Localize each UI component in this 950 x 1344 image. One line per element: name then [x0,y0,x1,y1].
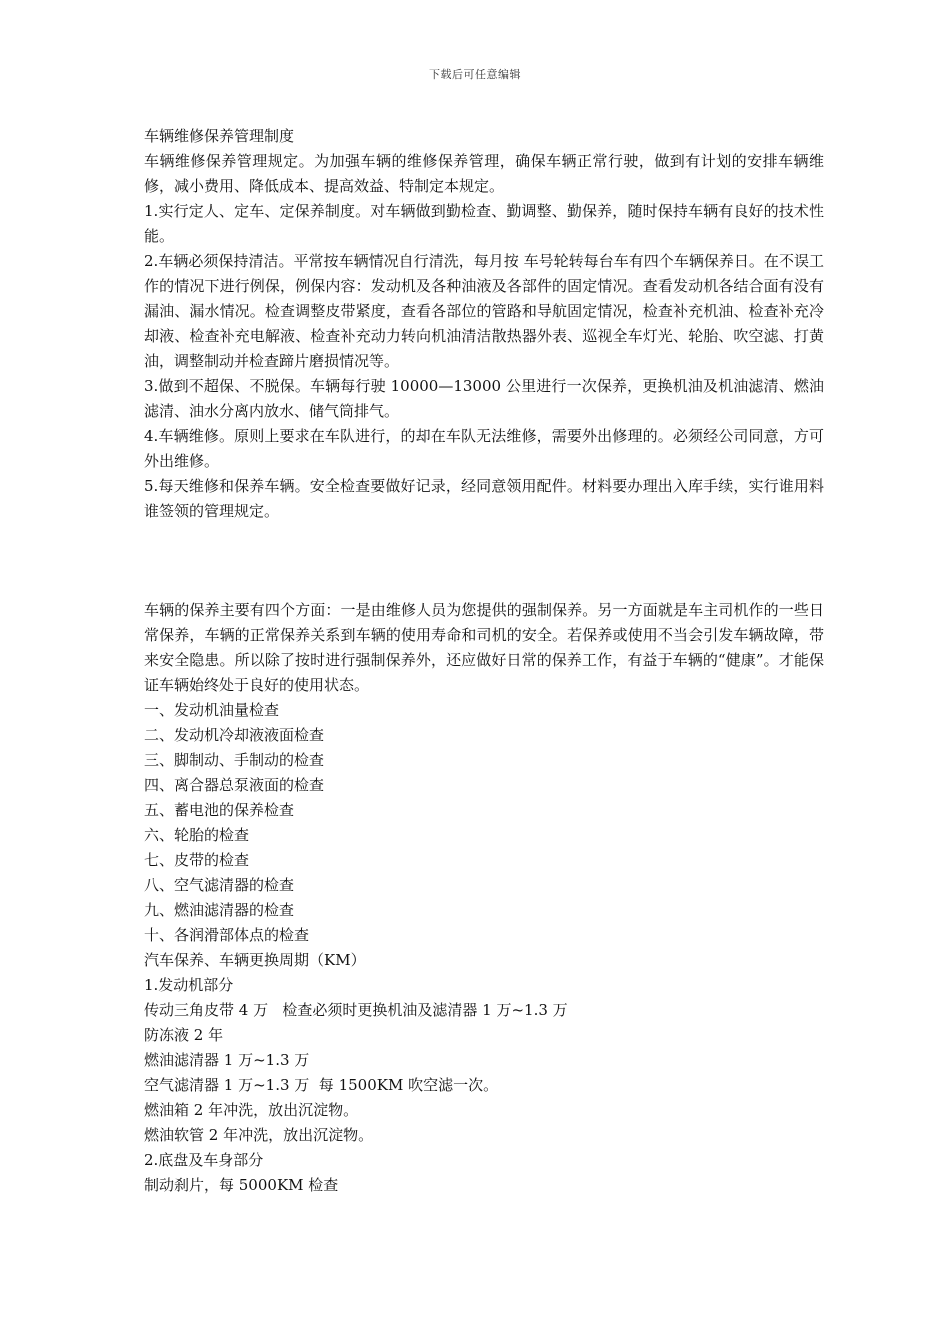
list-item: 一、发动机油量检查 [144,701,280,719]
paragraph: 车辆维修保养管理规定。为加强车辆的维修保养管理，确保车辆正常行驶，做到有计划的安排车辆维修，减小费用、降低成本、提高效益、特制定本规定。 [144,152,824,195]
subheading: 汽车保养、车辆更换周期（KM） [144,951,366,969]
list-item: 五、蓄电池的保养检查 [144,801,295,819]
list-item: 空气滤清器 1 万~1.3 万 每 1500KM 吹空滤一次。 [144,1076,499,1094]
paragraph: 5.每天维修和保养车辆。安全检查要做好记录，经同意领用配件。材料要办理出入库手续，实行谁用料谁签领的管理规定。 [144,477,824,520]
list-item: 制动刹片，每 5000KM 检查 [144,1176,339,1194]
list-item: 八、空气滤清器的检查 [144,876,295,894]
paragraph: 3.做到不超保、不脱保。车辆每行驶 10000—13000 公里进行一次保养，更换机油及机油滤清、燃油滤清、油水分离内放水、储气筒排气。 [144,377,824,420]
page-header: 下载后可任意编辑 [429,68,521,81]
list-item: 燃油箱 2 年冲洗，放出沉淀物。 [144,1101,359,1119]
subheading: 1.发动机部分 [144,976,234,994]
list-item: 十、各润滑部体点的检查 [144,926,310,944]
document-title: 车辆维修保养管理制度 [144,127,295,145]
list-item: 四、离合器总泵液面的检查 [144,776,325,794]
paragraph: 1.实行定人、定车、定保养制度。对车辆做到勤检查、勤调整、勤保养，随时保持车辆有良好的技术性能。 [144,202,824,245]
list-item: 传动三角皮带 4 万 检查必须时更换机油及滤清器 1 万~1.3 万 [144,1001,568,1019]
document-body [144,124,824,1198]
subheading: 2.底盘及车身部分 [144,1151,264,1169]
list-item: 防冻液 2 年 [144,1026,224,1044]
section-spacer [144,524,824,598]
list-item: 九、燃油滤清器的检查 [144,901,295,919]
intro-paragraph: 车辆的保养主要有四个方面：一是由维修人员为您提供的强制保养。另一方面就是车主司机作的一些日常保养，车辆的正常保养关系到车辆的使用寿命和司机的安全。若保养或使用不当会引发车辆故障，带来安全隐患。所以除了按时进行强制保养外，还应做好日常的保养工作，有益于车辆的“健康”。才能保证车辆始终处于良好的使用状态。 [144,601,824,694]
paragraph: 2.车辆必须保持清洁。平常按车辆情况自行清洗，每月按 车号轮转每台车有四个车辆保养日。在不误工作的情况下进行例保，例保内容：发动机及各种油液及各部件的固定情况。查看发动机各结合面有没有漏油、漏水情况。检查调整皮带紧度，查看各部位的管路和导航固定情况，检查补充机油、检查补充冷却液、检查补充电解液、检查补充动力转向机油清洁散热器外表、巡视全车灯光、轮胎、吹空滤、打黄油，调整制动并检查蹄片磨损情况等。 [144,252,824,370]
list-item: 六、轮胎的检查 [144,826,250,844]
paragraph: 4.车辆维修。原则上要求在车队进行，的却在车队无法维修，需要外出修理的。必须经公司同意，方可外出维修。 [144,427,824,470]
list-item: 三、脚制动、手制动的检查 [144,751,325,769]
list-item: 二、发动机冷却液液面检查 [144,726,325,744]
list-item: 燃油软管 2 年冲洗，放出沉淀物。 [144,1126,374,1144]
list-item: 燃油滤清器 1 万~1.3 万 [144,1051,310,1069]
list-item: 七、皮带的检查 [144,851,250,869]
